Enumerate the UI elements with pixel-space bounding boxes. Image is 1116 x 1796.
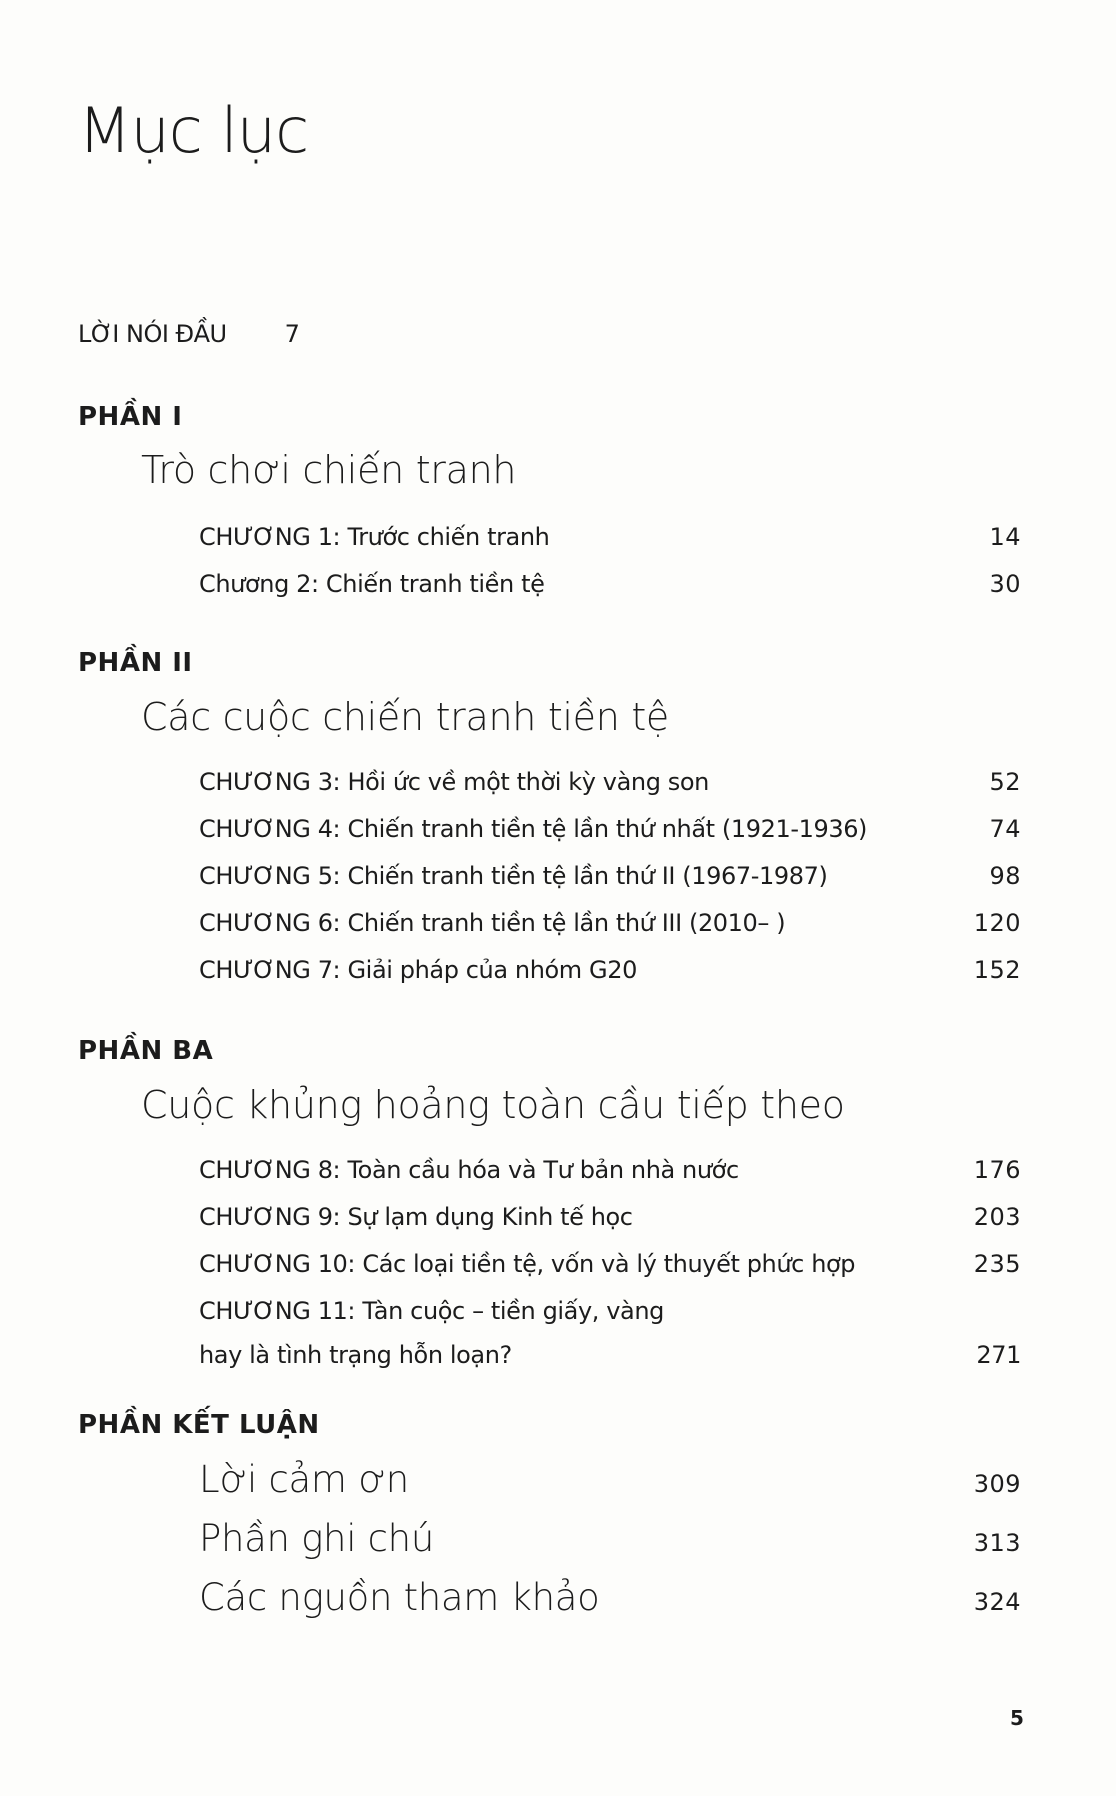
toc-entry[interactable] bbox=[199, 862, 1021, 890]
entry-title-line-1: CHƯƠNG 11: Tàn cuộc – tiền giấy, vàng bbox=[199, 1297, 665, 1325]
toc-entry[interactable] bbox=[199, 909, 1021, 937]
entry-title: Lời cảm ơn bbox=[199, 1458, 409, 1501]
page-title: Mục lục bbox=[78, 94, 309, 167]
toc-entry[interactable] bbox=[199, 1517, 1021, 1560]
entry-title: CHƯƠNG 7: Giải pháp của nhóm G20 bbox=[199, 956, 637, 984]
entry-title: CHƯƠNG 9: Sự lạm dụng Kinh tế học bbox=[199, 1203, 633, 1231]
entry-page: 176 bbox=[973, 1156, 1021, 1184]
entry-page: 74 bbox=[989, 815, 1021, 843]
entry-page: 14 bbox=[989, 523, 1021, 551]
part-3-title: Cuộc khủng hoảng toàn cầu tiếp theo bbox=[141, 1083, 845, 1127]
toc-entry[interactable] bbox=[199, 523, 1021, 551]
toc-entry[interactable] bbox=[199, 956, 1021, 984]
entry-title: CHƯƠNG 6: Chiến tranh tiền tệ lần thứ III (2010– ) bbox=[199, 909, 786, 937]
part-2-label: PHẦN II bbox=[78, 648, 193, 678]
toc-entry-preface[interactable] bbox=[78, 320, 300, 348]
toc-entry[interactable] bbox=[199, 1250, 1021, 1278]
entry-title: LỜI NÓI ĐẦU bbox=[78, 320, 227, 348]
entry-title: CHƯƠNG 10: Các loại tiền tệ, vốn và lý thuyết phức hợp bbox=[199, 1250, 856, 1278]
entry-page: 52 bbox=[989, 768, 1021, 796]
entry-title-line-2: hay là tình trạng hỗn loạn? bbox=[199, 1341, 512, 1369]
entry-title: CHƯƠNG 1: Trước chiến tranh bbox=[199, 523, 550, 551]
part-2-title: Các cuộc chiến tranh tiền tệ bbox=[141, 695, 669, 739]
entry-page: 152 bbox=[973, 956, 1021, 984]
entry-page: 7 bbox=[284, 320, 300, 348]
entry-title: Chương 2: Chiến tranh tiền tệ bbox=[199, 570, 545, 598]
entry-title: CHƯƠNG 3: Hồi ức về một thời kỳ vàng son bbox=[199, 768, 709, 796]
entry-title: CHƯƠNG 8: Toàn cầu hóa và Tư bản nhà nước bbox=[199, 1156, 739, 1184]
entry-page: 30 bbox=[989, 570, 1021, 598]
entry-page: 271 bbox=[976, 1341, 1021, 1369]
toc-entry[interactable] bbox=[199, 1203, 1021, 1231]
toc-entry[interactable] bbox=[199, 1458, 1021, 1501]
entry-title: CHƯƠNG 4: Chiến tranh tiền tệ lần thứ nhất (1921-1936) bbox=[199, 815, 868, 843]
entry-title: Phần ghi chú bbox=[199, 1517, 434, 1560]
entry-page: 324 bbox=[973, 1588, 1021, 1616]
toc-entry[interactable] bbox=[199, 1156, 1021, 1184]
toc-entry[interactable] bbox=[199, 768, 1021, 796]
entry-page: 309 bbox=[973, 1470, 1021, 1498]
part-4-label: PHẦN KẾT LUẬN bbox=[78, 1410, 320, 1440]
entry-title: Các nguồn tham khảo bbox=[199, 1576, 600, 1619]
entry-page: 98 bbox=[989, 862, 1021, 890]
entry-page: 120 bbox=[973, 909, 1021, 937]
toc-entry[interactable] bbox=[199, 570, 1021, 598]
entry-title: CHƯƠNG 5: Chiến tranh tiền tệ lần thứ II (1967-1987) bbox=[199, 862, 828, 890]
entry-page: 313 bbox=[973, 1529, 1021, 1557]
toc-entry[interactable] bbox=[199, 815, 1021, 843]
toc-entry[interactable] bbox=[199, 1576, 1021, 1619]
toc-entry[interactable] bbox=[199, 1297, 1021, 1385]
entry-page: 203 bbox=[973, 1203, 1021, 1231]
page-number: 5 bbox=[1010, 1706, 1024, 1730]
part-3-label: PHẦN BA bbox=[78, 1036, 214, 1066]
part-1-title: Trò chơi chiến tranh bbox=[141, 448, 517, 492]
part-1-label: PHẦN I bbox=[78, 402, 183, 432]
entry-page: 235 bbox=[973, 1250, 1021, 1278]
